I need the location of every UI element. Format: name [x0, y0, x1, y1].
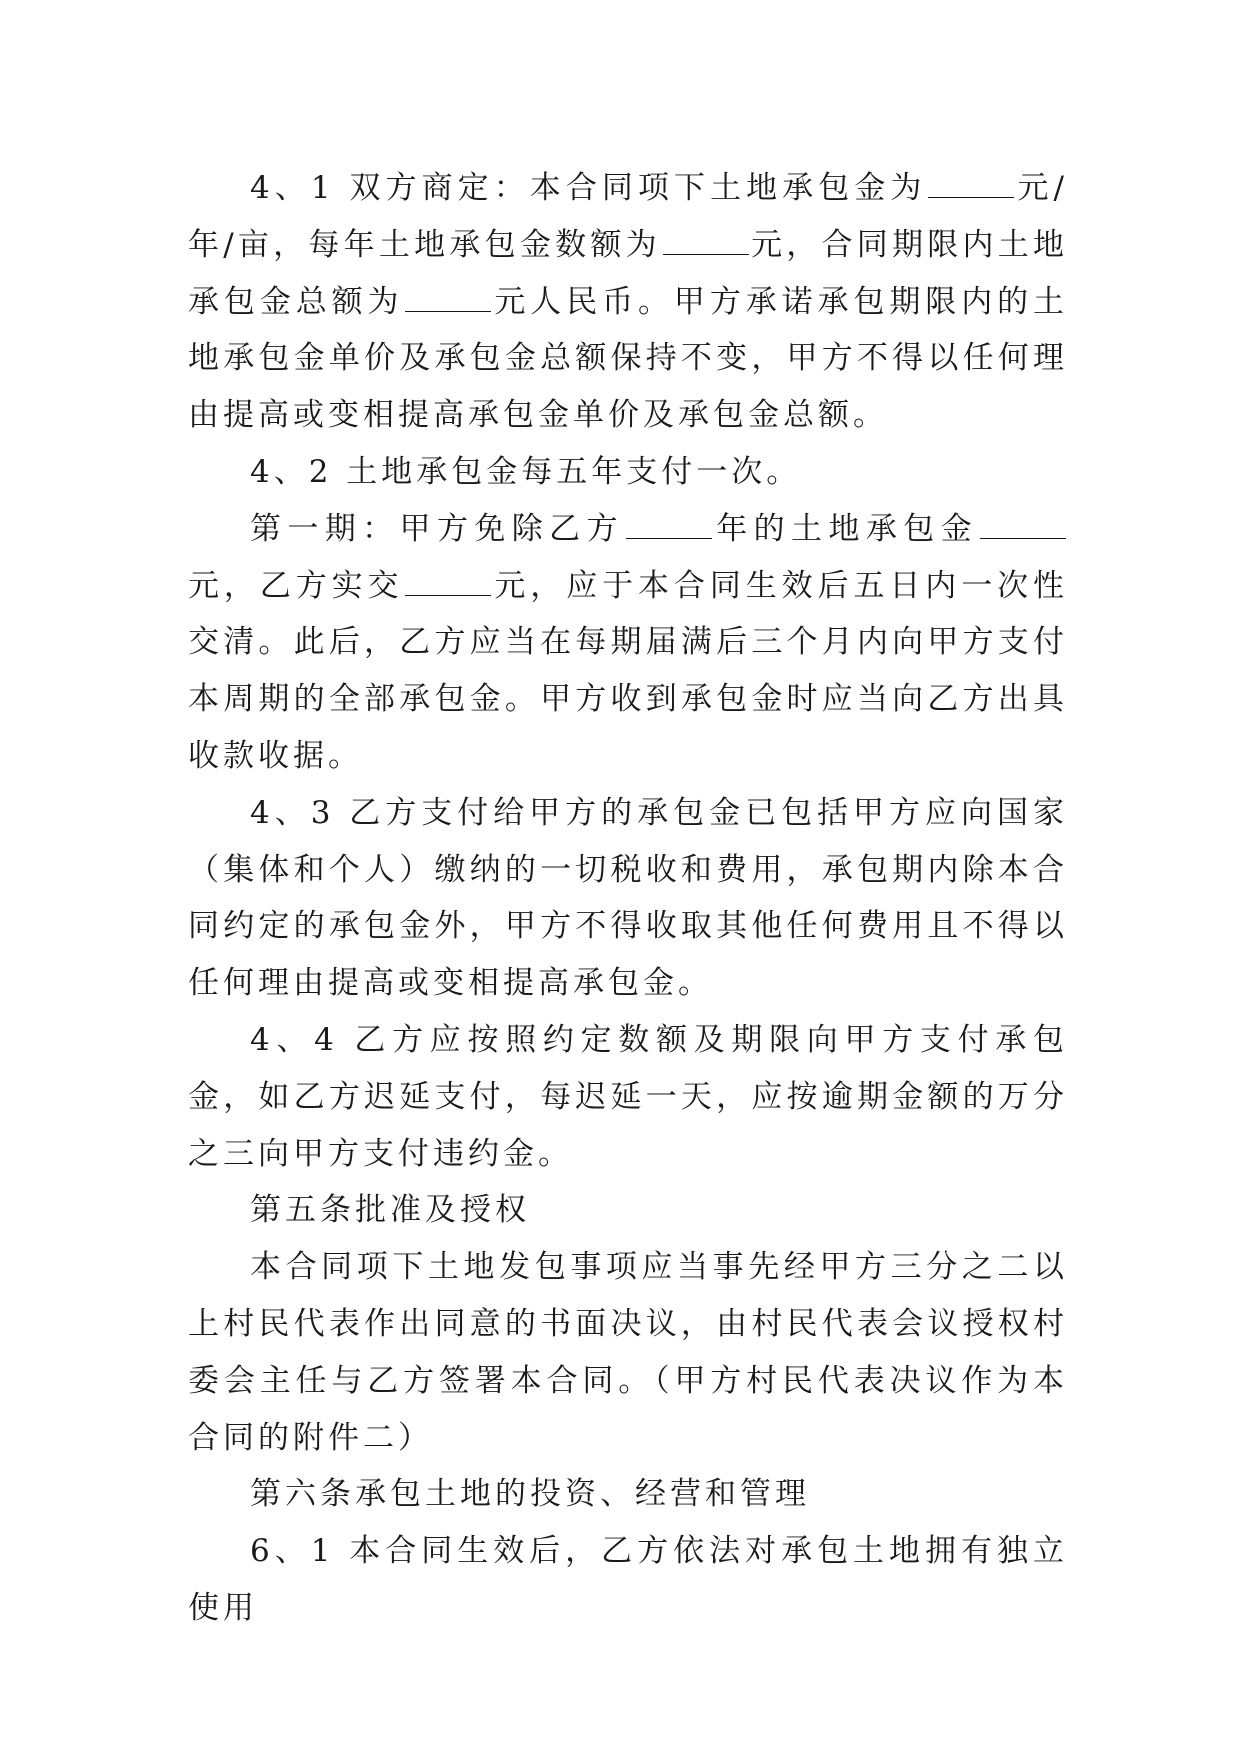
- first-period-clause: [188, 501, 1068, 785]
- clause-4-1-text-4: 元人民币。甲方承诺承包期限内的土地承包金单价及承包金总额保持不变，甲方不得以任何理由提高或变相提高承包金单价及承包金总额。: [188, 283, 1069, 434]
- first-period-text-3: 元，乙方实交: [188, 567, 404, 604]
- fill-blank-total-amount: [405, 287, 491, 312]
- fill-blank-annual-amount: [663, 230, 749, 255]
- fill-blank-paid-amount: [405, 571, 491, 596]
- fill-blank-exempt-years: [626, 514, 712, 539]
- fill-blank-unit-price: [928, 173, 1014, 198]
- clause-4-1-text-2: 元/年/亩，每年土地承包金数额为: [188, 170, 1068, 263]
- clause-4-3: [188, 785, 1068, 1012]
- clause-4-1-text-1: 4、1 双方商定：本合同项下土地承包金为: [250, 170, 927, 206]
- clause-6-1-text: 6、1 本合同生效后，乙方依法对承包土地拥有独立使用: [188, 1533, 1068, 1626]
- clause-4-3-text: 4、3 乙方支付给甲方的承包金已包括甲方应向国家（集体和个人）缴纳的一切税收和费用，承包期内除本合同约定的承包金外，甲方不得收取其他任何费用且不得以任何理由提高或变相提高承包金。: [188, 794, 1068, 1002]
- article-5-heading: [188, 1182, 1068, 1239]
- clause-4-1: [188, 160, 1068, 444]
- contract-text: [188, 160, 1068, 1637]
- article-6-heading-text: 第六条承包土地的投资、经营和管理: [250, 1476, 810, 1513]
- clause-4-2-text: 4、2 土地承包金每五年支付一次。: [250, 453, 802, 490]
- article-5-body: [188, 1239, 1068, 1466]
- clause-6-1: [188, 1523, 1068, 1637]
- article-6-heading: [188, 1466, 1068, 1523]
- fill-blank-exempt-amount: [980, 514, 1066, 539]
- article-5-heading-text: 第五条批准及授权: [250, 1192, 530, 1229]
- article-5-body-text: 本合同项下土地发包事项应当事先经甲方三分之二以上村民代表作出同意的书面决议，由村民代表会议授权村委会主任与乙方签署本合同。（甲方村民代表决议作为本合同的附件二）: [188, 1249, 1068, 1456]
- first-period-text-4: 元，应于本合同生效后五日内一次性交清。此后，乙方应当在每期届满后三个月内向甲方支付本周期的全部承包金。甲方收到承包金时应当向乙方出具收款收据。: [188, 567, 1069, 774]
- first-period-text-1: 第一期：甲方免除乙方: [250, 510, 624, 547]
- first-period-text-2: 年的土地承包金: [713, 510, 979, 547]
- clause-4-1-text-3: 元，合同期限内土地承包金总额为: [188, 226, 1068, 320]
- clause-4-4: [188, 1012, 1068, 1182]
- clause-4-2: [188, 444, 1068, 501]
- clause-4-4-text: 4、4 乙方应按照约定数额及期限向甲方支付承包金，如乙方迟延支付，每迟延一天，应按逾期金额的万分之三向甲方支付违约金。: [188, 1021, 1068, 1172]
